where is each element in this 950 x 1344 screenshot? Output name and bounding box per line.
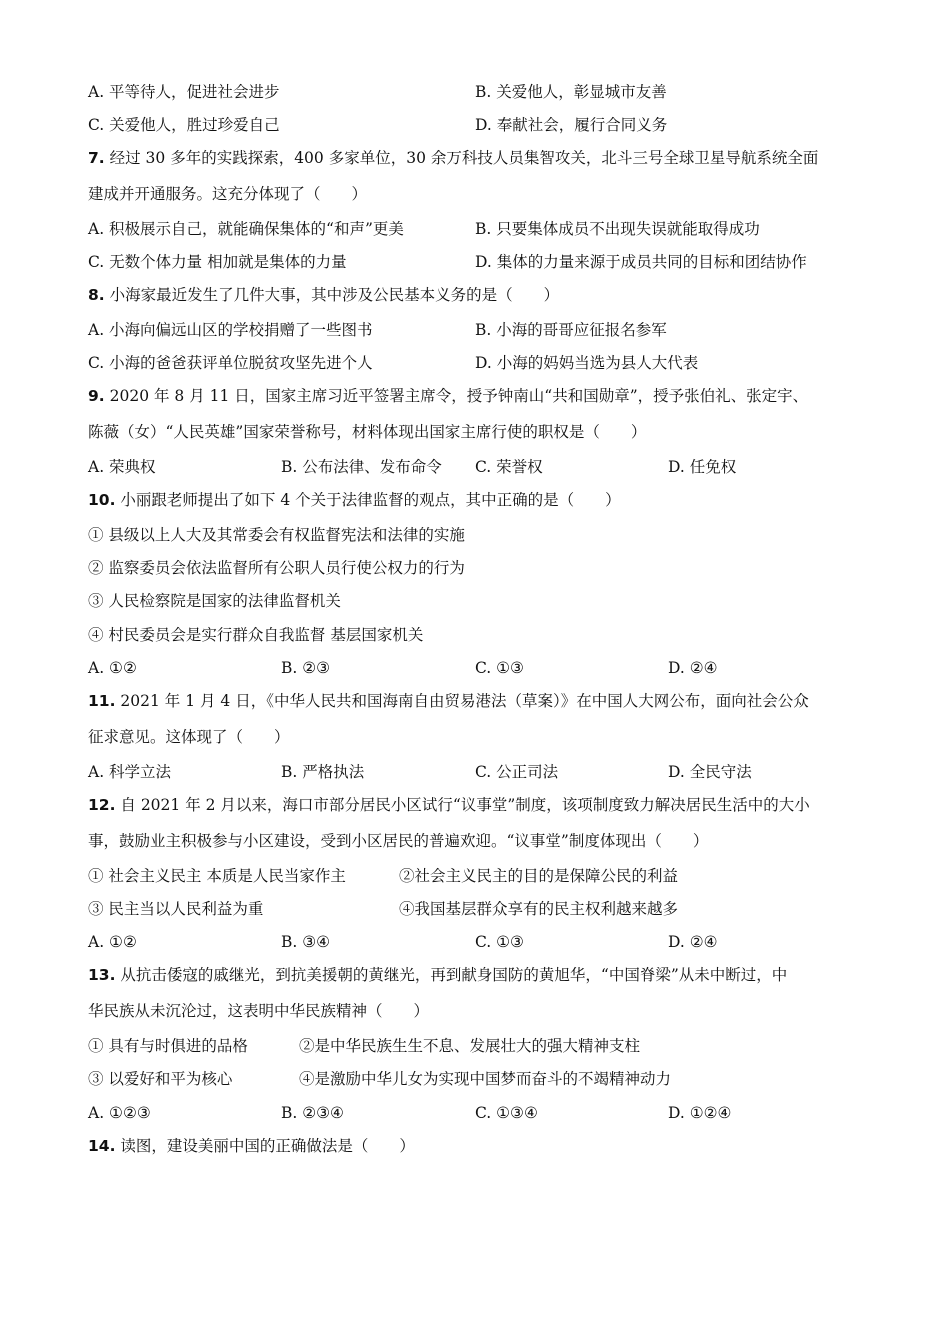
q7-stem	[88, 148, 818, 168]
q12-statement-4: ④我国基层群众享有的民主权利越来越多	[399, 900, 679, 918]
q8-option-c: C. 小海的爸爸获评单位脱贫攻坚先进个人	[88, 354, 373, 372]
q11-stem-line1: 2021 年 1 月 4 日，《中华人民共和国海南自由贸易港法（草案）》在中国人大网公布，面向社会公众	[115, 692, 809, 710]
q7-option-c: C. 无数个体力量 相加就是集体的力量	[88, 253, 347, 271]
q13-option-d: D. ①②④	[668, 1104, 732, 1122]
q8-option-d: D. 小海的妈妈当选为县人大代表	[475, 354, 699, 372]
q8-stem-line1: 小海家最近发生了几件大事，其中涉及公民基本义务的是（ ）	[104, 286, 560, 304]
q12-option-a: A. ①②	[88, 933, 137, 951]
q7-option-b: B. 只要集体成员不出现失误就能取得成功	[475, 220, 760, 238]
q12-stem-line1: 自 2021 年 2 月以来，海口市部分居民小区试行“议事堂”制度，该项制度致力解决居民生活中的大小	[115, 796, 810, 814]
q11-number: 11.	[88, 692, 116, 710]
q10-option-d: D. ②④	[668, 659, 718, 677]
q9-option-d: D. 任免权	[668, 458, 737, 476]
q6-option-d: D. 奉献社会，履行合同义务	[475, 116, 668, 134]
q11-option-b: B. 严格执法	[281, 763, 365, 781]
q13-stem-line2: 华民族从未沉沦过，这表明中华民族精神（ ）	[88, 1002, 430, 1020]
q12-stem-line2: 事，鼓励业主积极参与小区建设，受到小区居民的普遍欢迎。“议事堂”制度体现出（ ）	[88, 832, 709, 850]
q8-stem	[88, 285, 559, 305]
q6-option-a: A. 平等待人，促进社会进步	[88, 83, 280, 101]
q7-number: 7.	[88, 149, 105, 167]
q6-option-b: B. 关爱他人，彰显城市友善	[475, 83, 667, 101]
q10-stem-line1: 小丽跟老师提出了如下 4 个关于法律监督的观点，其中正确的是（ ）	[115, 491, 621, 509]
q13-number: 13.	[88, 966, 116, 984]
q9-option-b: B. 公布法律、发布命令	[281, 458, 442, 476]
q9-stem-line1: 2020 年 8 月 11 日，国家主席习近平签署主席令，授予钟南山“共和国勋章”，授予张伯礼、张定宇、	[104, 387, 809, 405]
q10-statement-1: ① 县级以上人大及其常委会有权监督宪法和法律的实施	[88, 526, 465, 544]
q10-option-b: B. ②③	[281, 659, 331, 677]
q11-option-d: D. 全民守法	[668, 763, 752, 781]
q7-stem-line1: 经过 30 多年的实践探索，400 多家单位，30 余万科技人员集智攻关，北斗三号全球卫星导航系统全面	[104, 149, 819, 167]
q11-stem	[88, 691, 809, 711]
q12-statement-1: ① 社会主义民主 本质是人民当家作主	[88, 867, 346, 885]
q10-statement-2: ② 监察委员会依法监督所有公职人员行使公权力的行为	[88, 559, 465, 577]
q13-option-a: A. ①②③	[88, 1104, 151, 1122]
q8-option-b: B. 小海的哥哥应征报名参军	[475, 321, 667, 339]
q8-option-a: A. 小海向偏远山区的学校捐赠了一些图书	[88, 321, 373, 339]
q14-number: 14.	[88, 1137, 116, 1155]
q12-stem	[88, 795, 810, 815]
q12-option-c: C. ①③	[475, 933, 524, 951]
q13-option-b: B. ②③④	[281, 1104, 344, 1122]
q11-option-c: C. 公正司法	[475, 763, 559, 781]
q14-stem-line1: 读图，建设美丽中国的正确做法是（ ）	[115, 1137, 415, 1155]
q12-statement-2: ②社会主义民主的目的是保障公民的利益	[399, 867, 679, 885]
q14-stem	[88, 1136, 415, 1156]
q10-number: 10.	[88, 491, 116, 509]
q13-option-c: C. ①③④	[475, 1104, 538, 1122]
q12-option-b: B. ③④	[281, 933, 331, 951]
q12-number: 12.	[88, 796, 116, 814]
q7-option-a: A. 积极展示自己，就能确保集体的“和声”更美	[88, 220, 404, 238]
q10-option-c: C. ①③	[475, 659, 524, 677]
q13-stem	[88, 965, 787, 985]
q9-number: 9.	[88, 387, 105, 405]
q13-statement-4: ④是激励中华儿女为实现中国梦而奋斗的不竭精神动力	[299, 1070, 672, 1088]
q7-stem-line2: 建成并开通服务。这充分体现了（ ）	[88, 185, 368, 203]
q11-option-a: A. 科学立法	[88, 763, 172, 781]
q13-statement-1: ① 具有与时俱进的品格	[88, 1037, 248, 1055]
q10-option-a: A. ①②	[88, 659, 137, 677]
q9-stem	[88, 386, 808, 406]
q13-statement-2: ②是中华民族生生不息、发展壮大的强大精神支柱	[299, 1037, 641, 1055]
q8-number: 8.	[88, 286, 105, 304]
q12-option-d: D. ②④	[668, 933, 718, 951]
q7-option-d: D. 集体的力量来源于成员共同的目标和团结协作	[475, 253, 807, 271]
q9-option-a: A. 荣典权	[88, 458, 156, 476]
q9-stem-line2: 陈薇（女）“人民英雄”国家荣誉称号，材料体现出国家主席行使的职权是（ ）	[88, 423, 647, 441]
q12-statement-3: ③ 民主当以人民利益为重	[88, 900, 264, 918]
q10-stem	[88, 490, 621, 510]
q11-stem-line2: 征求意见。这体现了（ ）	[88, 728, 290, 746]
q9-option-c: C. 荣誉权	[475, 458, 543, 476]
q10-statement-4: ④ 村民委员会是实行群众自我监督 基层国家机关	[88, 626, 424, 644]
q13-stem-line1: 从抗击倭寇的戚继光，到抗美援朝的黄继光，再到献身国防的黄旭华，“中国脊梁”从未中断过，中	[115, 966, 788, 984]
q6-option-c: C. 关爱他人，胜过珍爱自己	[88, 116, 280, 134]
q10-statement-3: ③ 人民检察院是国家的法律监督机关	[88, 592, 341, 610]
q13-statement-3: ③ 以爱好和平为核心	[88, 1070, 233, 1088]
